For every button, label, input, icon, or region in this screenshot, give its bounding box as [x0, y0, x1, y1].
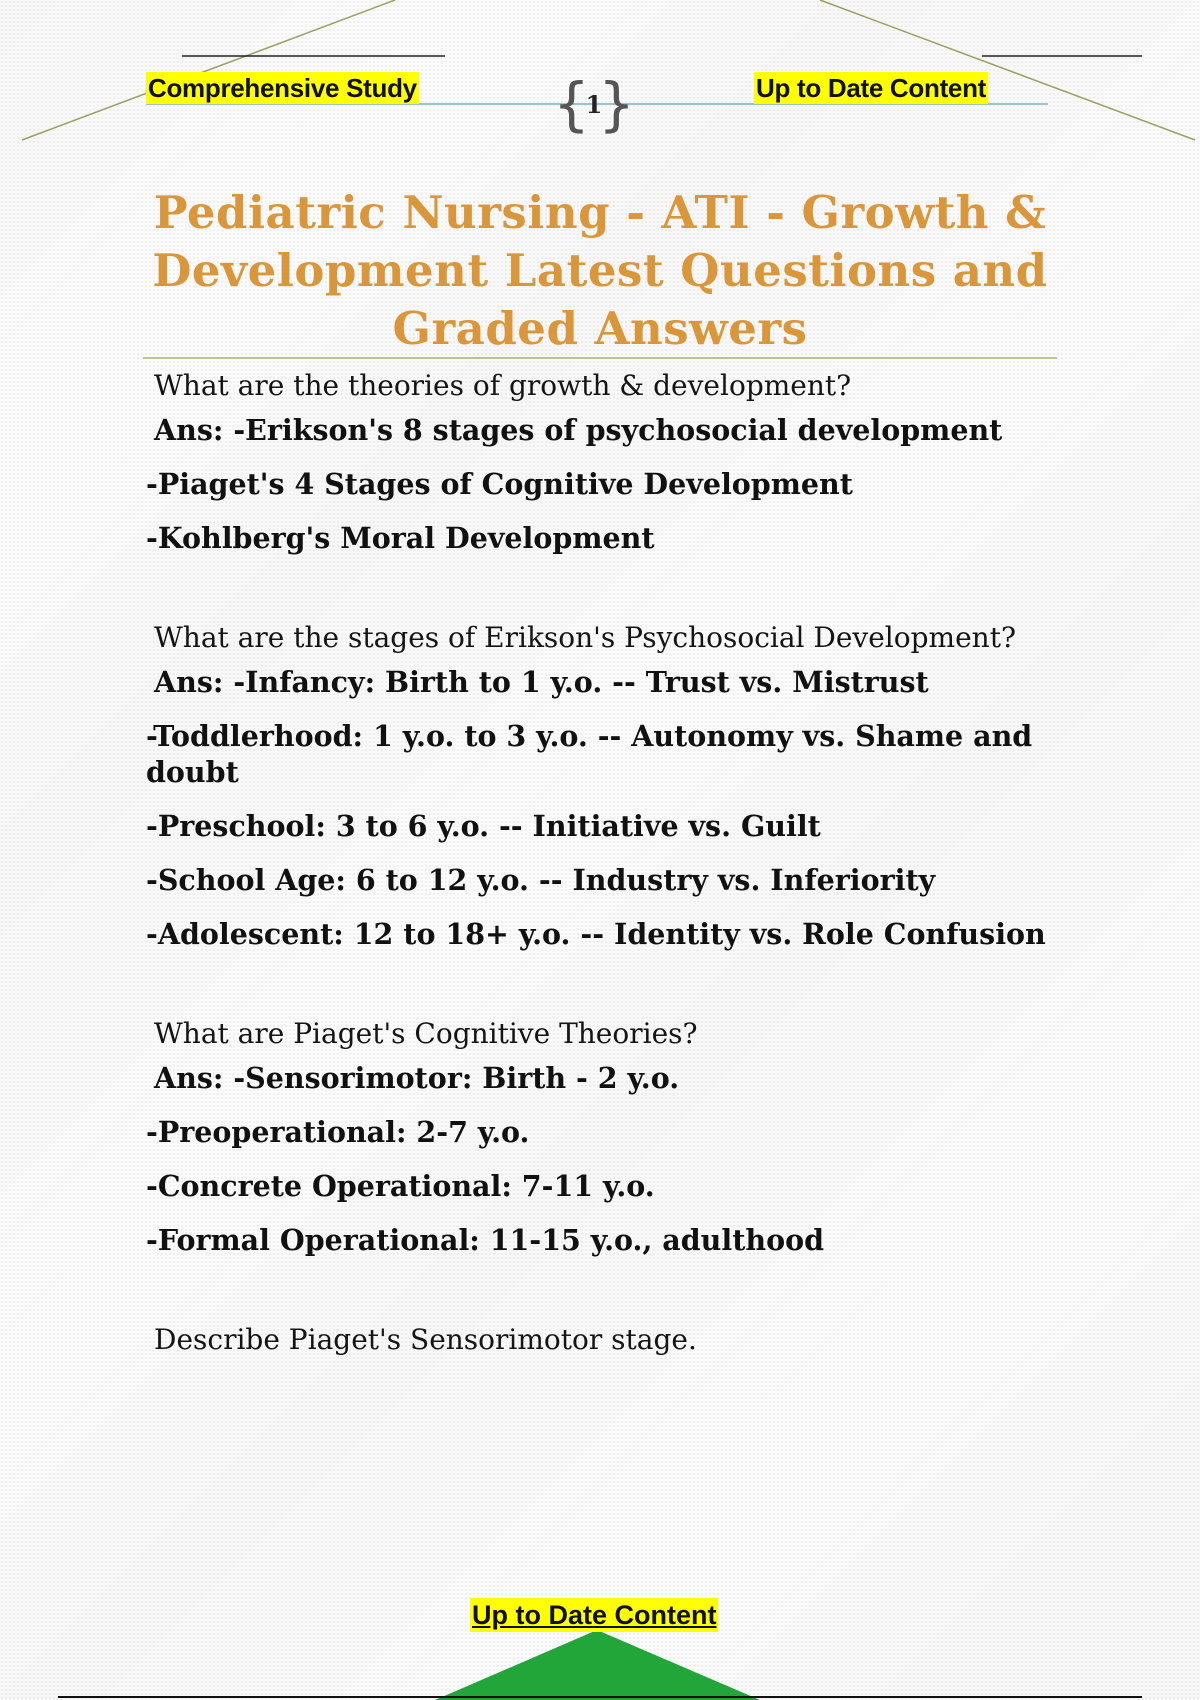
answer-3-line-4: -Formal Operational: 11-15 y.o., adulthood [146, 1223, 825, 1257]
left-brace-icon: { [553, 70, 590, 138]
qa-content [146, 362, 1066, 1366]
answer-2-line-1: Ans: -Infancy: Birth to 1 y.o. -- Trust vs. Mistrust [154, 665, 929, 699]
question-2: What are the stages of Erikson's Psychosocial Development? [154, 621, 1016, 654]
document-title: Pediatric Nursing - ATI - Growth & Development Latest Questions and Graded Answers [152, 186, 1048, 355]
answer-1-line-1: Ans: -Erikson's 8 stages of psychosocial development [154, 413, 1003, 447]
answer-3-line-1: Ans: -Sensorimotor: Birth - 2 y.o. [154, 1061, 680, 1095]
footer-triangle [435, 1630, 760, 1700]
page-number: 1 [585, 89, 603, 119]
question-4: Describe Piaget's Sensorimotor stage. [154, 1323, 697, 1356]
header-right-label: Up to Date Content [756, 73, 987, 103]
answer-1-line-2: -Piaget's 4 Stages of Cognitive Development [146, 467, 853, 501]
header-left-label: Comprehensive Study [148, 73, 417, 103]
answer-3-line-3: -Concrete Operational: 7-11 y.o. [146, 1169, 655, 1203]
header-left-diagonal [22, 0, 395, 140]
answer-2-line-2: -Toddlerhood: 1 y.o. to 3 y.o. -- Autonomy vs. Shame and doubt [146, 719, 1033, 789]
question-1: What are the theories of growth & development? [154, 369, 852, 402]
header-right-diagonal [820, 0, 1195, 140]
answer-2-line-4: -School Age: 6 to 12 y.o. -- Industry vs. Inferiority [146, 863, 936, 897]
answer-2-line-5: -Adolescent: 12 to 18+ y.o. -- Identity vs. Role Confusion [146, 917, 1046, 951]
question-3: What are Piaget's Cognitive Theories? [154, 1017, 698, 1050]
answer-2-line-3: -Preschool: 3 to 6 y.o. -- Initiative vs. Guilt [146, 809, 821, 843]
footer-label: Up to Date Content [472, 1600, 717, 1630]
page-number-box [553, 72, 635, 136]
answer-3-line-2: -Preoperational: 2-7 y.o. [146, 1115, 530, 1149]
right-brace-icon: } [598, 70, 635, 138]
answer-1-line-3: -Kohlberg's Moral Development [146, 521, 655, 555]
